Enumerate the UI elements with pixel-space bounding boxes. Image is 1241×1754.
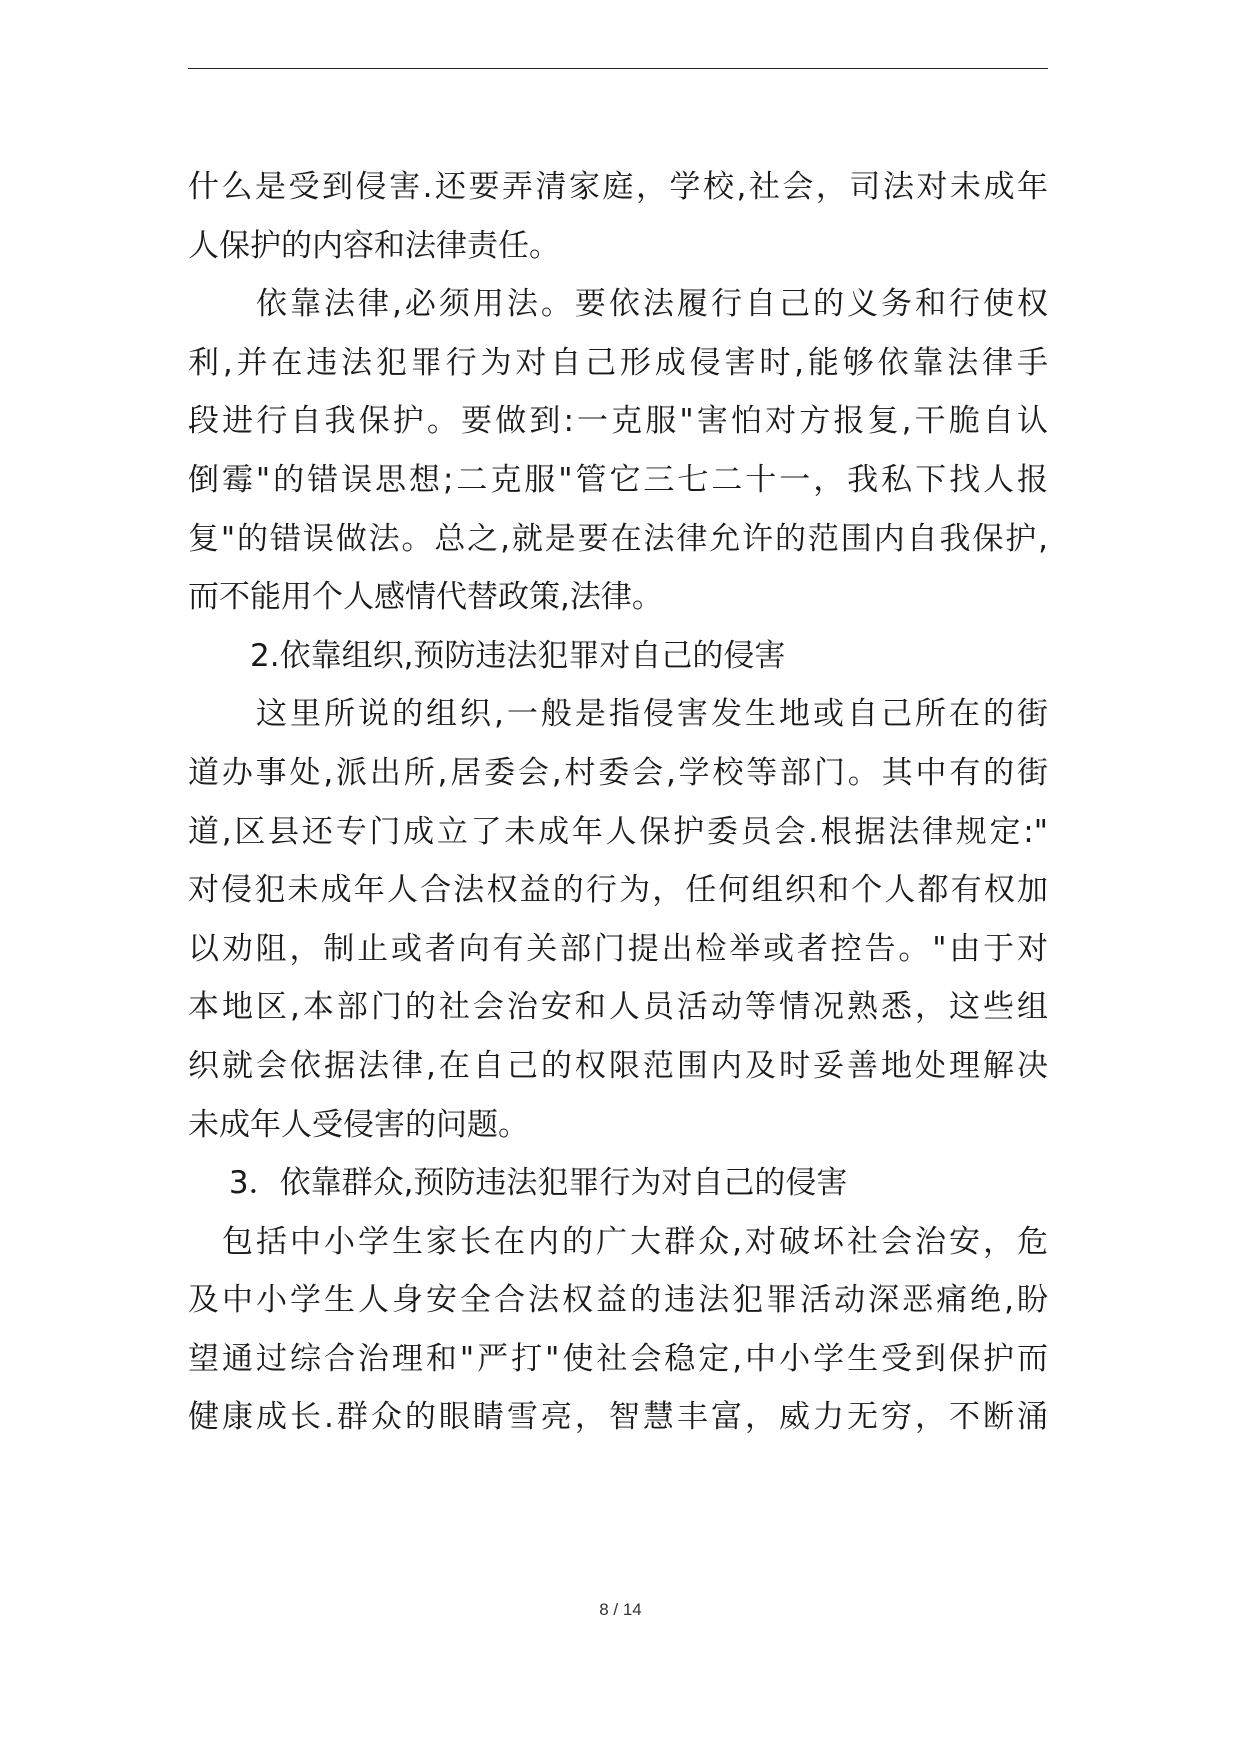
text-line: 包括中小学生家长在内的广大群众,对破坏社会治安，危 — [188, 1223, 1048, 1260]
text-line: 而不能用个人感情代替政策,法律。 — [188, 579, 663, 616]
text-line: 道办事处,派出所,居委会,村委会,学校等部门。其中有的街 — [188, 754, 1048, 791]
text-line: 人保护的内容和法律责任。 — [188, 227, 560, 264]
text-line: 这里所说的组织,一般是指侵害发生地或自己所在的街 — [188, 696, 1048, 733]
text-line: 道,区县还专门成立了未成年人保护委员会.根据法律规定:" — [188, 813, 1048, 850]
text-line: 依靠法律,必须用法。要依法履行自己的义务和行使权 — [188, 286, 1048, 323]
header-rule — [188, 68, 1048, 69]
text-line: 及中小学生人身安全合法权益的违法犯罪活动深恶痛绝,盼 — [188, 1282, 1048, 1319]
text-line: 对侵犯未成年人合法权益的行为，任何组织和个人都有权加 — [188, 872, 1048, 909]
text-line: 2.依靠组织,预防违法犯罪对自己的侵害 — [188, 637, 786, 674]
body-text — [188, 158, 1048, 1447]
text-line: 本地区,本部门的社会治安和人员活动等情况熟悉，这些组 — [188, 989, 1048, 1026]
text-line: 织就会依据法律,在自己的权限范围内及时妥善地处理解决 — [188, 1047, 1048, 1084]
text-line: 健康成长.群众的眼睛雪亮，智慧丰富，威力无穷，不断涌 — [188, 1399, 1048, 1436]
text-line: 段进行自我保护。要做到:一克服"害怕对方报复,干脆自认 — [188, 403, 1048, 440]
text-line: 以劝阻，制止或者向有关部门提出检举或者控告。"由于对 — [188, 930, 1048, 967]
text-line: 倒霉"的错误思想;二克服"管它三七二十一，我私下找人报 — [188, 461, 1048, 498]
text-line: 复"的错误做法。总之,就是要在法律允许的范围内自我保护, — [188, 520, 1048, 557]
text-line: 利,并在违法犯罪行为对自己形成侵害时,能够依靠法律手 — [188, 344, 1048, 381]
text-line: 未成年人受侵害的问题。 — [188, 1106, 529, 1143]
page-number: 8 / 14 — [599, 1600, 642, 1619]
text-line: 3．依靠群众,预防违法犯罪行为对自己的侵害 — [188, 1165, 848, 1202]
text-line: 什么是受到侵害.还要弄清家庭，学校,社会，司法对未成年 — [188, 169, 1048, 205]
text-line: 望通过综合治理和"严打"使社会稳定,中小学生受到保护而 — [188, 1340, 1048, 1377]
